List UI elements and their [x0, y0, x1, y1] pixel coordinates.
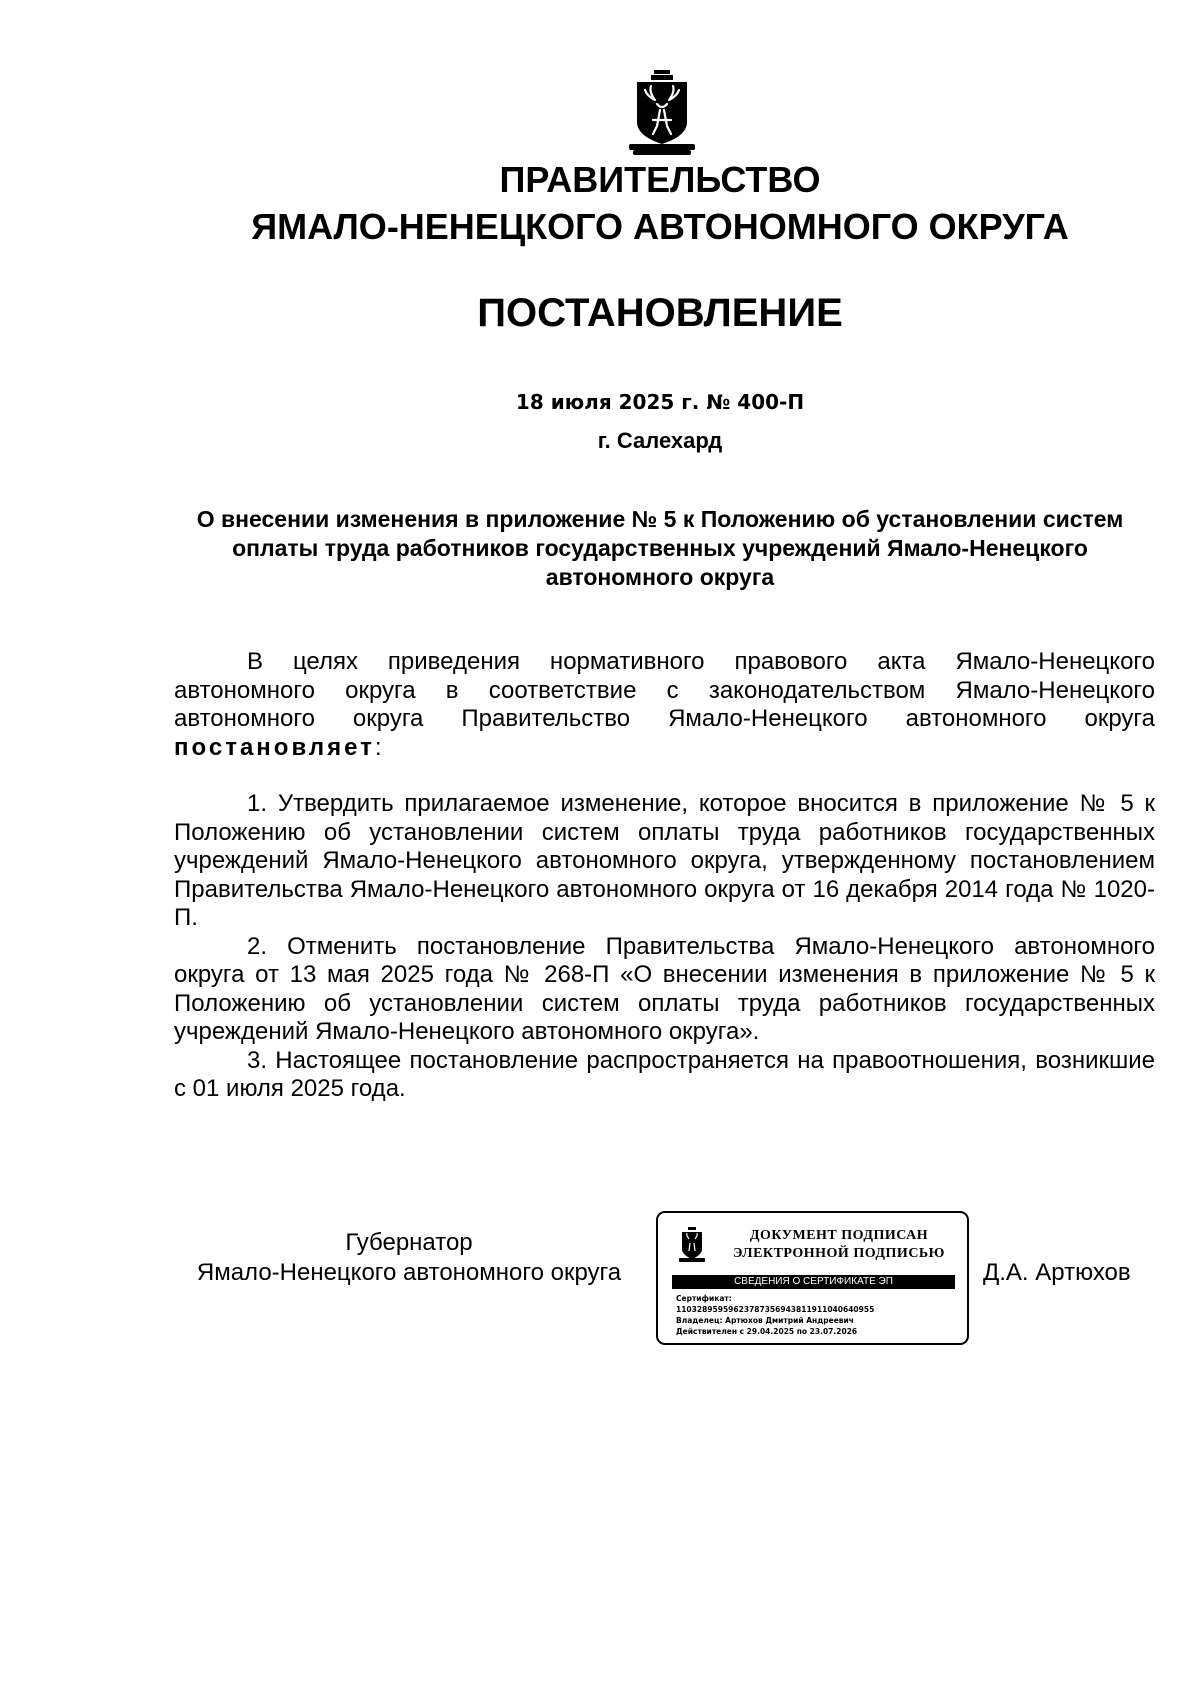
document-date-number: 18 июля 2025 г. № 400-П [515, 390, 805, 414]
preamble-keyword: постановляет [174, 733, 375, 761]
stamp-validity: Действителен с 29.04.2025 по 23.07.2026 [676, 1327, 858, 1336]
document-type: ПОСТАНОВЛЕНИЕ [477, 291, 843, 335]
organization-name-line2: ЯМАЛО-НЕНЕЦКОГО АВТОНОМНОГО ОКРУГА [251, 206, 1069, 247]
signatory-name: Д.А. Артюхов [983, 1259, 1131, 1286]
item-paragraph-3: 3. Настоящее постановление распространяется на правоотношения, возникшие с 01 июля 2025 года. [174, 1046, 1155, 1102]
stamp-emblem-icon [678, 1227, 706, 1263]
document-body [174, 648, 1155, 1104]
coat-of-arms-emblem [627, 70, 697, 156]
document-city: г. Салехард [597, 428, 723, 453]
signatory-position-line2: Ямало-Ненецкого автономного округа [196, 1259, 622, 1286]
stamp-title-line1: ДОКУМЕНТ ПОДПИСАН [749, 1228, 929, 1243]
signatory-position-line1: Губернатор [345, 1229, 473, 1256]
stamp-owner: Владелец: Артюхов Дмитрий Андреевич [676, 1316, 854, 1325]
stamp-certificate-header: СВЕДЕНИЯ О СЕРТИФИКАТЕ ЭП [672, 1275, 955, 1289]
stamp-cert-number: 11032895959623787356943811911040640955 [676, 1305, 875, 1314]
stamp-title [714, 1227, 964, 1263]
preamble-text: В целях приведения нормативного правового акта Ямало-Ненецкого автономного округа в соответствие с законодательством Ямало-Ненецкого автономного округа Правительство Ямало-Ненецкого автономного округа [174, 648, 1155, 732]
preamble-paragraph [174, 648, 1155, 762]
stamp-cert-label: Сертификат: [676, 1294, 732, 1303]
document-subject: О внесении изменения в приложение № 5 к Положению об установлении систем оплаты труда работников государственных учреждений Ямало-Ненецкого автономного округа [196, 506, 1124, 590]
item-paragraph-2: 2. Отменить постановление Правительства Ямало-Ненецкого автономного округа от 13 мая 2025 года № 268-П «О внесении изменения в приложение № 5 к Положению об установлении систем оплаты труда работников государственных учреждений Ямало-Ненецкого автономного округа». [174, 932, 1155, 1045]
preamble-tail: : [374, 733, 382, 761]
stamp-certificate-details [676, 1293, 961, 1337]
organization-name-line1: ПРАВИТЕЛЬСТВО [499, 159, 821, 200]
stamp-title-line2: ЭЛЕКТРОННОЙ ПОДПИСЬЮ [733, 1246, 945, 1261]
item-paragraph-1: 1. Утвердить прилагаемое изменение, которое вносится в приложение № 5 к Положению об установлении систем оплаты труда работников государственных учреждений Ямало-Ненецкого автономного округа, утвержденному постановлением Правительства Ямало-Ненецкого автономного округа от 16 декабря 2014 года № 1020-П. [174, 790, 1155, 931]
electronic-signature-stamp [656, 1211, 969, 1345]
signatory-position [174, 1228, 644, 1288]
